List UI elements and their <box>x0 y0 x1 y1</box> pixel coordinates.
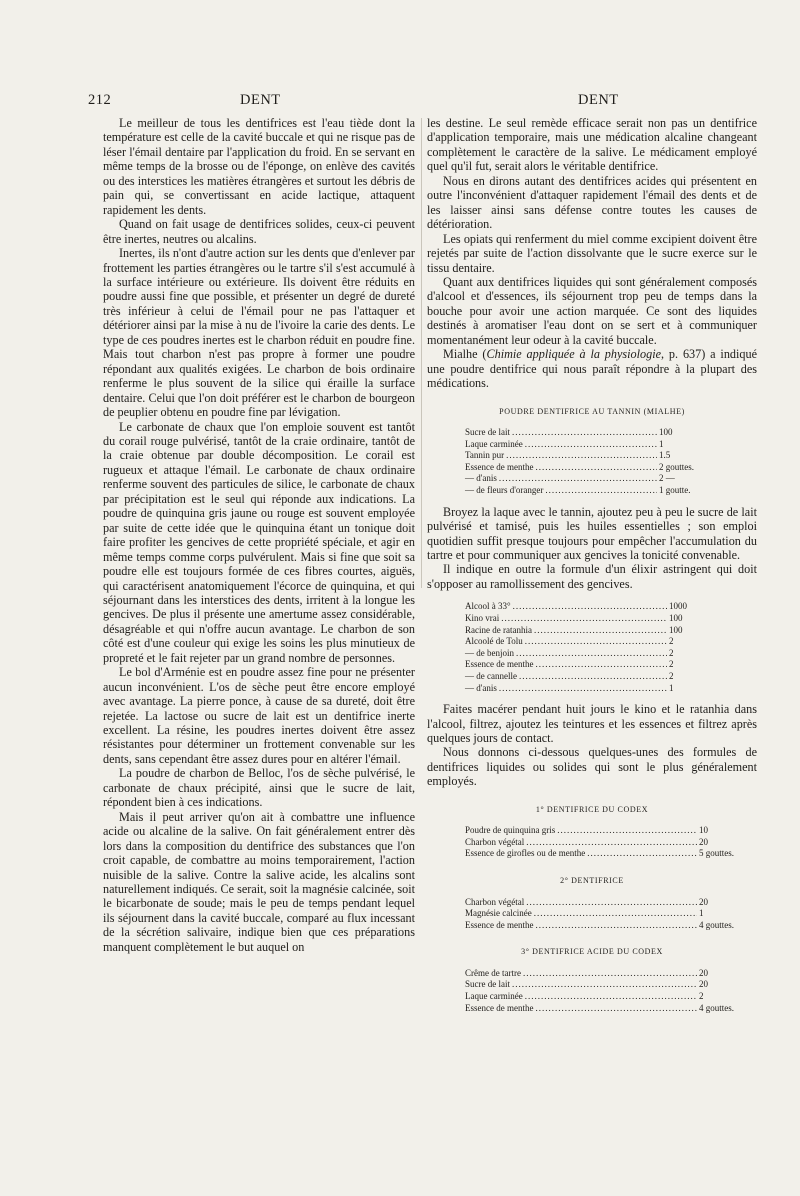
paragraph: Le carbonate de chaux que l'on emploie souvent est tantôt du corail rouge pulvérisé, tantôt de la craie ordinaire, tantôt de la craie obtenue par double décomposition. Le corail est rugueux et attaque l'émail. Le carbonate de chaux ordinaire renferme souvent des particules de silice, le carbonate de chaux par précipitation est le seul qui réponde aux indications. La poudre de quinquina gris jaune ou rouge est souvent employée par suite de cette idée que le quinquina étant un tonique doit faire profiter les gencives de cette propriété spéciale, et agir en même temps comme corps pulvérulent. Mais si fine que soit sa poudre elle est toujours formée de ces fibres courtes, aiguës, qui caractérisent anatomiquement l'écorce de quinquina, et qui séjournant dans les interstices des dents, irritent à la longue les gencives. De plus il présente une amertume assez considérable, désagréable et qui n'offre aucun avantage. Le charbon de son côté est d'une couleur qui exige les soins les plus minutieux de propreté et le fait rejeter par un grand nombre de personnes. <box>103 419 415 665</box>
recipe-list <box>465 427 715 497</box>
paragraph: Faites macérer pendant huit jours le kino et le ratanhia dans l'alcool, filtrez, ajoutez les teintures et les essences et filtrez après quelques jours de contact. <box>427 702 757 745</box>
recipe-title: 3° DENTIFRICE ACIDE DU CODEX <box>521 947 663 957</box>
recipe-row: — de cannelle ..... 2 <box>465 671 725 683</box>
paragraph-mialhe: Mialhe (Chimie appliquée à la physiologie, p. 637) a indiqué une poudre dentifrice qui nous paraît répondre à la plupart des médications. <box>427 347 757 391</box>
recipe-row: — d'anis ..... 2 — <box>465 473 715 485</box>
recipe-row: Poudre de quinquina gris ..... 10 <box>465 825 755 837</box>
recipe-list <box>465 897 755 932</box>
paragraph: Quand on fait usage de dentifrices solides, ceux-ci peuvent être inertes, neutres ou alcalins. <box>103 217 415 246</box>
paragraph: Quant aux dentifrices liquides qui sont généralement composés d'alcool et d'essences, ils séjournent trop peu de temps dans la bouche pour avoir une action marquée. Ce sont des liquides destinés à aromatiser l'eau dont on se sert et à communiquer momentanément leur odeur à la cavité buccale. <box>427 274 757 347</box>
paragraph: Le bol d'Arménie est en poudre assez fine pour ne présenter aucun inconvénient. L'os de sèche peut être encore employé avec avantage. La pierre ponce, à cause de sa dureté, doit être rejetée. La lactose ou sucre de lait est un dentifrice inerte excellent. La résine, les poudres inertes doivent être assez résistantes pour déterminer un frottement convenable sur les dents, sans cependant être assez dures pour en altérer l'émail. <box>103 665 415 766</box>
paragraph: les destine. Le seul remède efficace serait non pas un dentifrice d'application temporaire, mais une médication alcaline changeant complètement le caractère de la salive. Le médicament employé quel qu'il fut, serait alors le véritable dentifrice. <box>427 116 757 174</box>
running-head-right: DENT <box>578 92 619 108</box>
recipe-row: Charbon végétal ..... 20 <box>465 837 755 849</box>
recipe-row: Laque carminée ..... 1 <box>465 439 715 451</box>
recipe-row: Magnésie calcinée ..... 1 <box>465 908 755 920</box>
recipe-row: Sucre de lait ..... 20 <box>465 979 755 991</box>
recipe-list <box>465 968 755 1014</box>
paragraph: Inertes, ils n'ont d'autre action sur les dents que d'enlever par frottement les parties étrangères ou le tartre s'il s'est accumulé à la surface intérieure ou extérieure. Ils doivent être réduits en poudre aussi fine que possible, et présenter un degré de dureté très inférieur à celui de l'émail pour ne pas l'attaquer et détériorer ainsi par la mise à nu de l'ivoire la carie des dents. Le type de ces poudres inertes est le charbon réduit en poudre fine. Mais tout charbon n'est pas propre à former une poudre répondant aux qualités exigées. Le charbon de bois ordinaire renferme le plus souvent de la silice qui éraille la surface dentaire. Celui que l'on doit préférer est le charbon de bourgeon de peuplier obtenu en poudre fine par lévigation. <box>103 246 415 420</box>
left-column <box>103 116 415 954</box>
recipe-row: Essence de menthe ..... 4 gouttes. <box>465 920 755 932</box>
recipe-title: POUDRE DENTIFRICE AU TANNIN (MIALHE) <box>499 406 685 416</box>
recipe-row: Essence de girofles ou de menthe ..... 5 gouttes. <box>465 848 755 860</box>
recipe-row: — de benjoin ..... 2 <box>465 648 725 660</box>
recipe-title: 2° DENTIFRICE <box>560 876 624 886</box>
paragraph: Nous donnons ci-dessous quelques-unes des formules de dentifrices liquides ou solides qui sont le plus généralement employés. <box>427 745 757 789</box>
running-head-left: DENT <box>240 92 281 108</box>
recipe-row: Charbon végétal ..... 20 <box>465 897 755 909</box>
recipe-row: — de fleurs d'oranger ..... 1 goutte. <box>465 485 715 497</box>
recipe-title: 1° DENTIFRICE DU CODEX <box>535 804 649 814</box>
recipe-row: Essence de menthe ..... 2 gouttes. <box>465 462 715 474</box>
recipe-list <box>465 601 725 694</box>
right-column <box>427 116 757 1022</box>
recipe-row: Alcool à 33° ..... 1000 <box>465 601 725 613</box>
recipe-row: Essence de menthe ..... 2 <box>465 659 725 671</box>
recipe-row: Alcoolé de Tolu ..... 2 <box>465 636 725 648</box>
column-divider <box>421 118 422 588</box>
paragraph: Il indique en outre la formule d'un élixir astringent qui doit s'opposer au ramollissement des gencives. <box>427 562 757 591</box>
recipe-row: Crême de tartre ..... 20 <box>465 968 755 980</box>
paragraph: Mais il peut arriver qu'on ait à combattre une influence acide ou alcaline de la salive. On fait généralement entrer dès lors dans la composition du dentifrice des substances que l'on croit capable, de combattre au moins temporairement, l'action nuisible de la salive. Contre la salive acide, les alcalins sont naturellement indiqués. Ce serait, soit la magnésie calcinée, soit le bicarbonate de soude; mais le peu de temps pendant lequel ils séjournent dans la cavité buccale, comparé au flux incessant de la sécrétion salivaire, indique bien que ces préparations manquent complètement le but auquel on <box>103 809 415 954</box>
book-title: Chimie appliquée à la physiologie <box>486 347 661 362</box>
recipe-list <box>465 825 755 860</box>
recipe-row: Essence de menthe ..... 4 gouttes. <box>465 1003 755 1015</box>
recipe-row: Sucre de lait ..... 100 <box>465 427 715 439</box>
recipe-row: Racine de ratanhia ..... 100 <box>465 625 725 637</box>
paragraph: Les opiats qui renferment du miel comme excipient doivent être rejetés par suite de l'action dissolvante que le sucre exerce sur le tissu dentaire. <box>427 231 757 275</box>
recipe-row: Tannin pur ..... 1.5 <box>465 450 715 462</box>
paragraph: Broyez la laque avec le tannin, ajoutez peu à peu le sucre de lait pulvérisé et tamisé, puis les huiles essentielles ; son emploi quotidien suffit presque toujours pour empêcher l'accumulation du tartre et pour communiquer aux gencives la tonicité convenable. <box>427 504 757 562</box>
recipe-row: Laque carminée ..... 2 <box>465 991 755 1003</box>
page-number: 212 <box>88 92 112 108</box>
paragraph: Nous en dirons autant des dentifrices acides qui présentent en outre l'inconvénient d'attaquer rapidement l'émail des dents et de les laisser ainsi sans défense contre toutes les causes de détérioration. <box>427 173 757 232</box>
paragraph: La poudre de charbon de Belloc, l'os de sèche pulvérisé, le carbonate de chaux précipité, ainsi que le sucre de lait, répondent bien à ces indications. <box>103 766 415 810</box>
recipe-row: Kino vrai ..... 100 <box>465 613 725 625</box>
recipe-row: — d'anis ..... 1 <box>465 683 725 695</box>
paragraph: Le meilleur de tous les dentifrices est l'eau tiède dont la température est celle de la cavité buccale et qui ne risque pas de léser l'émail dentaire par l'application du froid. En se servant en même temps de la brosse ou de l'éponge, on enlève des cavités ou des interstices les matières étrangères et surtout les débris de pain qui, se convertissant en acide lactique, attaquent rapidement les dents. <box>103 116 415 217</box>
